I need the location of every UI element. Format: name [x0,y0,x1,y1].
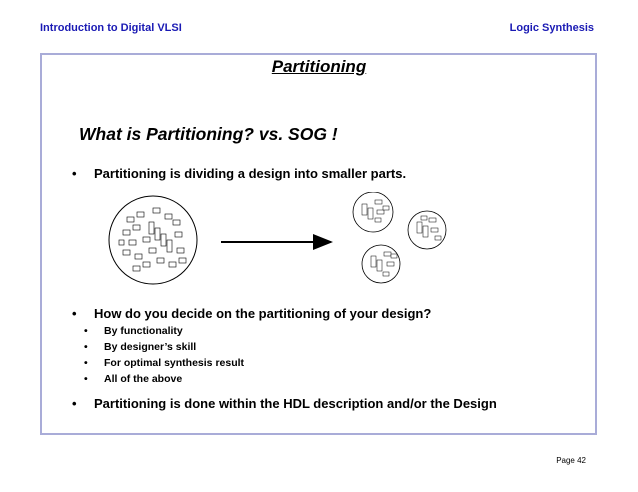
unpartitioned-design [109,196,197,284]
sub-bullet-text: By functionality [104,325,183,337]
bullet-item [72,166,406,181]
sub-bullet-text: For optimal synthesis result [104,357,245,369]
bullet-dot: • [72,396,77,411]
bullet-dot: • [84,325,88,337]
bullet-item [72,396,497,411]
bullet-dot: • [72,306,77,321]
header-topic: Logic Synthesis [509,22,594,34]
sub-bullet-item [84,341,196,353]
bullet-dot: • [84,373,88,385]
bullet-text: Partitioning is dividing a design into smaller parts. [94,166,407,181]
sub-bullet-text: By designer’s skill [104,341,197,353]
sub-bullet-item [84,325,183,337]
bullet-dot: • [72,166,77,181]
page-number: Page 42 [556,456,586,465]
partitioning-diagram [105,192,465,292]
partitioned-design [353,192,446,283]
bullet-text: Partitioning is done within the HDL description and/or the Design [94,396,497,411]
bullet-dot: • [84,341,88,353]
bullet-text: How do you decide on the partitioning of your design? [94,306,432,321]
slide-subheading: What is Partitioning? vs. SOG ! [79,124,338,144]
bullet-item [72,306,431,321]
sub-bullet-item [84,357,244,369]
header-course-title: Introduction to Digital VLSI [40,22,182,34]
sub-bullet-text: All of the above [104,373,183,385]
sub-bullet-item [84,373,182,385]
slide-title: Partitioning [271,57,367,76]
bullet-dot: • [84,357,88,369]
